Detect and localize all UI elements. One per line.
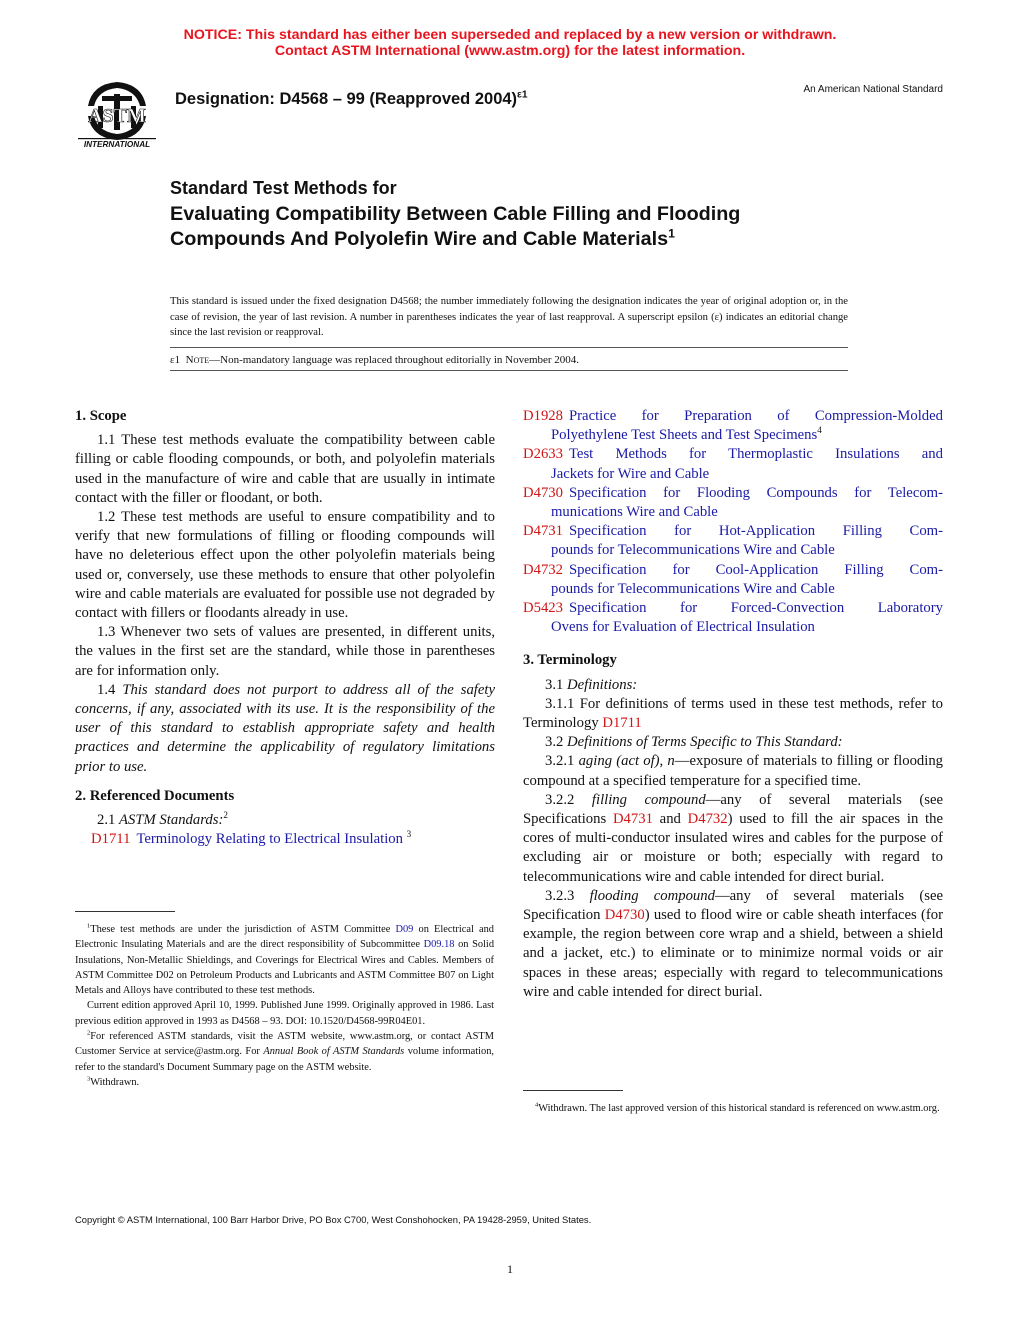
right-column [523, 407, 943, 1002]
paragraph-3-2-1 [523, 752, 943, 790]
editorial-mark: ε1 [170, 354, 181, 366]
logo-label: INTERNATIONAL [83, 140, 151, 148]
reference-code[interactable]: D4732 [523, 561, 563, 578]
reference-d1928-cont[interactable] [539, 426, 943, 445]
reference-list [523, 407, 943, 637]
footnote-3 [75, 1075, 494, 1090]
section-heading-referenced: 2. Referenced Documents [75, 787, 235, 804]
divider [170, 370, 848, 371]
reference-code[interactable]: D4731 [523, 523, 563, 540]
paragraph-3-1-1 [523, 695, 943, 733]
footnote-mark: 1 [87, 922, 91, 930]
reference-d4730-cont[interactable] [539, 503, 943, 522]
footnotes-right [523, 1090, 943, 1116]
reference-title[interactable]: munications Wire and Cable [551, 504, 718, 521]
footnote-mark: 2 [223, 810, 228, 821]
issuance-statement: This standard is issued under the fixed designation D4568; the number immediately following the designation indicates the year of original adoption or, in the case of revision, the year of last revision. A number in parentheses indicates the year of last reapproval. A superscript epsilon (ε) indicates an editorial change since the last revision or reapproval. [170, 296, 848, 338]
reference-title[interactable]: Terminology Relating to Electrical Insulation [136, 831, 403, 848]
definition-text: —any of several materials (see Specification [523, 887, 944, 924]
paragraph-1-3: 1.3 Whenever two sets of values are presented, in different units, the values in the first set are the standard, while those in parentheses are for information only. [75, 624, 495, 679]
left-column [75, 407, 495, 849]
title-main-text: Evaluating Compatibility Between Cable Filling and Flooding Compounds And Polyolefin Wire and Cable Materials [170, 202, 741, 250]
definitions-label: Definitions: [567, 676, 638, 693]
reference-d4732-cont[interactable] [539, 580, 943, 599]
astm-logo [74, 76, 160, 148]
reference-link-d4732[interactable]: D4732 [687, 811, 728, 828]
title-main [170, 202, 810, 253]
annual-book-title: Annual Book of ASTM Standards [263, 1046, 405, 1058]
paragraph-2-1 [75, 811, 495, 830]
footnote-rule [523, 1090, 623, 1091]
footnote-2 [75, 1029, 494, 1075]
paragraph-3-1 [523, 676, 943, 695]
reference-code[interactable]: D5423 [523, 600, 563, 617]
reference-title[interactable]: Polyethylene Test Sheets and Test Specimens [551, 427, 818, 444]
reference-title[interactable]: Specification for Cool-Application Filling Com- [568, 561, 943, 578]
definition-text: —exposure of materials to filling or flooding compound at a specified temperature for a specified time. [523, 753, 944, 789]
defined-term: aging (act of), n [578, 753, 675, 770]
logo-letters: ASTM [88, 105, 146, 127]
paragraph-1-2: 1.2 These test methods are useful to ensure compatibility and to verify that new formulations of filling or flooding compounds will have no deleterious effect upon the other polyolefin materials being used or, conversely, use these methods to ensure that other polyolefin wire and cable materials are evaluated for possible use not degraded by contact with fillers or floodants already in use. [75, 509, 495, 622]
reference-link-d4731[interactable]: D4731 [612, 811, 653, 828]
footnote-rule [75, 911, 175, 912]
american-national-standard: An American National Standard [803, 84, 943, 95]
reference-title[interactable]: Specification for Hot-Application Filling Com- [568, 523, 943, 540]
reference-title[interactable]: Ovens for Evaluation of Electrical Insulation [551, 619, 815, 636]
reference-d1928[interactable] [523, 407, 943, 426]
footnote-text: on Electrical and Electronic Insulating Materials and are the direct responsibility of Subcommittee [75, 924, 494, 951]
footnote-mark: 4 [817, 425, 822, 436]
paragraph-1-4 [75, 681, 495, 777]
paragraph-number: 3.2.3 [545, 887, 575, 904]
definition-text: —any of several materials (see Specifications [523, 791, 944, 828]
defined-term: flooding compound [589, 887, 715, 904]
definition-text: ) used to flood wire or cable sheath interfaces (for example, the region between core wrap and a shield, between a shield and a jacket, etc.) to eliminate or to minimize normal voids or air spaces in these areas; especially with regard to telecommunications wire and cable intended for direct burial. [523, 907, 943, 1000]
reference-d4731[interactable] [523, 522, 943, 541]
reference-code[interactable]: D1711 [91, 831, 131, 848]
footnote-1-edition: Current edition approved April 10, 1999. Published June 1999. Originally approved in 1986. Last previous edition approved in 1993 as D4568 – 93. DOI: 10.1520/D4568-99R04E01. [75, 1000, 494, 1027]
note-label: Note [185, 354, 210, 366]
paragraph-number: 1.4 [97, 681, 116, 698]
paragraph-3-2-3 [523, 887, 943, 1002]
footnote-mark: 3 [406, 829, 412, 840]
reference-code[interactable]: D1928 [523, 408, 563, 424]
footnote-text: Withdrawn. The last approved version of this historical standard is referenced on www.astm.org. [538, 1103, 940, 1114]
reference-title[interactable]: Jackets for Wire and Cable [551, 465, 710, 482]
reference-d4732[interactable] [523, 561, 943, 580]
reference-title[interactable]: pounds for Telecommunications Wire and Cable [551, 542, 835, 559]
copyright: Copyright © ASTM International, 100 Barr Harbor Drive, PO Box C700, West Conshohocken, PA 19428-2959, United States. [75, 1214, 592, 1225]
footnote-text: volume information, refer to the standard's Document Summary page on the ASTM website. [75, 1046, 495, 1073]
reference-title[interactable]: Specification for Forced-Convection Laboratory [568, 600, 943, 617]
paragraph-number: 3.2.1 [545, 753, 575, 770]
reference-d2633[interactable] [523, 445, 943, 464]
section-heading-terminology: 3. Terminology [523, 652, 617, 669]
document-title [170, 176, 810, 253]
reference-link-d4730[interactable]: D4730 [604, 907, 645, 924]
reference-link-d1711[interactable]: D1711 [602, 715, 642, 732]
paragraph-number: 3.1 [545, 676, 564, 693]
paragraph-3-2-2 [523, 791, 943, 887]
designation-text: Designation: D4568 – 99 (Reapproved 2004) [175, 90, 518, 108]
definition-text: ) used to fill the air spaces in the cores of multi-conductor insulated wires and cables for the purpose of excluding air or moisture or both; especially with regard to telecommunications wire and cable intended for direct burial. [523, 811, 943, 885]
subcommittee-link-d0918[interactable]: D09.18 [423, 939, 455, 951]
footnote-4 [523, 1101, 943, 1116]
paragraph-number: 2.1 [97, 812, 116, 829]
note-text: —Non-mandatory language was replaced throughout editorially in November 2004. [209, 354, 580, 366]
title-footnote-mark: 1 [668, 226, 675, 241]
reference-d5423-cont[interactable] [539, 618, 943, 637]
astm-standards-label: ASTM Standards: [119, 812, 224, 829]
paragraph-text: 3.1.1 For definitions of terms used in these test methods, refer to Terminology [523, 695, 943, 732]
footnote-text: For referenced ASTM standards, visit the ASTM website, www.astm.org, or contact ASTM Customer Service at service@astm.org. For [75, 1031, 494, 1058]
footnotes-left [75, 911, 494, 1090]
paragraph-3-2 [523, 733, 943, 752]
reference-title[interactable]: Specification for Flooding Compounds for Telecom- [568, 484, 943, 501]
reference-title[interactable]: Test Methods for Thermoplastic Insulations and [568, 446, 943, 463]
footnote-1 [75, 922, 494, 998]
reference-d2633-cont[interactable] [539, 465, 943, 484]
notice-line-2: Contact ASTM International (www.astm.org) for the latest information. [274, 43, 746, 59]
divider [170, 347, 848, 348]
page-number: 1 [507, 1262, 513, 1276]
withdrawal-notice [0, 27, 1020, 59]
reference-d5423[interactable] [523, 599, 943, 618]
editorial-note [170, 354, 579, 366]
reference-d4731-cont[interactable] [539, 541, 943, 560]
notice-line-1: NOTICE: This standard has either been superseded and replaced by a new version or withdrawn. [183, 27, 837, 43]
footnote-text: These test methods are under the jurisdiction of ASTM Committee [90, 924, 391, 935]
footnote-mark: 3 [87, 1075, 91, 1083]
paragraph-number: 3.2 [545, 734, 564, 751]
footnote-text: Withdrawn. [90, 1076, 140, 1088]
designation [175, 90, 528, 109]
section-heading-scope: 1. Scope [75, 408, 127, 424]
reference-title[interactable]: Practice for Preparation of Compression-Molded [568, 408, 943, 424]
reference-d4730[interactable] [523, 484, 943, 503]
definition-text: and [659, 811, 681, 828]
reference-code[interactable]: D4730 [523, 484, 563, 501]
title-lead: Standard Test Methods for [170, 178, 397, 198]
paragraph-1-1: 1.1 These test methods evaluate the compatibility between cable filling or cable flooding compounds, or both, and polyolefin materials used in the manufacture of wire and cable that are usually in intimate contact with the filler or floodant, or both. [75, 432, 495, 506]
paragraph-number: 3.2.2 [545, 791, 575, 808]
specific-definitions-label: Definitions of Terms Specific to This Standard: [567, 734, 843, 751]
footnote-mark: 2 [87, 1029, 91, 1037]
designation-epsilon: ε1 [517, 89, 528, 101]
reference-d1711[interactable] [75, 830, 495, 849]
footnote-mark: 4 [535, 1101, 539, 1109]
safety-statement: This standard does not purport to address all of the safety concerns, if any, associated with its use. It is the responsibility of the user of this standard to establish appropriate safety and health practices and determine the applicability of regulatory limitations prior to use. [75, 681, 496, 775]
reference-code[interactable]: D2633 [523, 446, 563, 463]
committee-link-d09[interactable]: D09 [395, 924, 414, 935]
reference-title[interactable]: pounds for Telecommunications Wire and Cable [551, 580, 835, 597]
defined-term: filling compound [591, 791, 706, 808]
footnote-text: on Solid Insulations, Non-Metallic Shieldings, and Coverings for Electrical Wires and Cables. Members of ASTM Committee D02 on Petroleum Products and Lubricants and ASTM Committee B07 on Light Metals and Alloys have contributed to these test methods. [75, 939, 495, 997]
